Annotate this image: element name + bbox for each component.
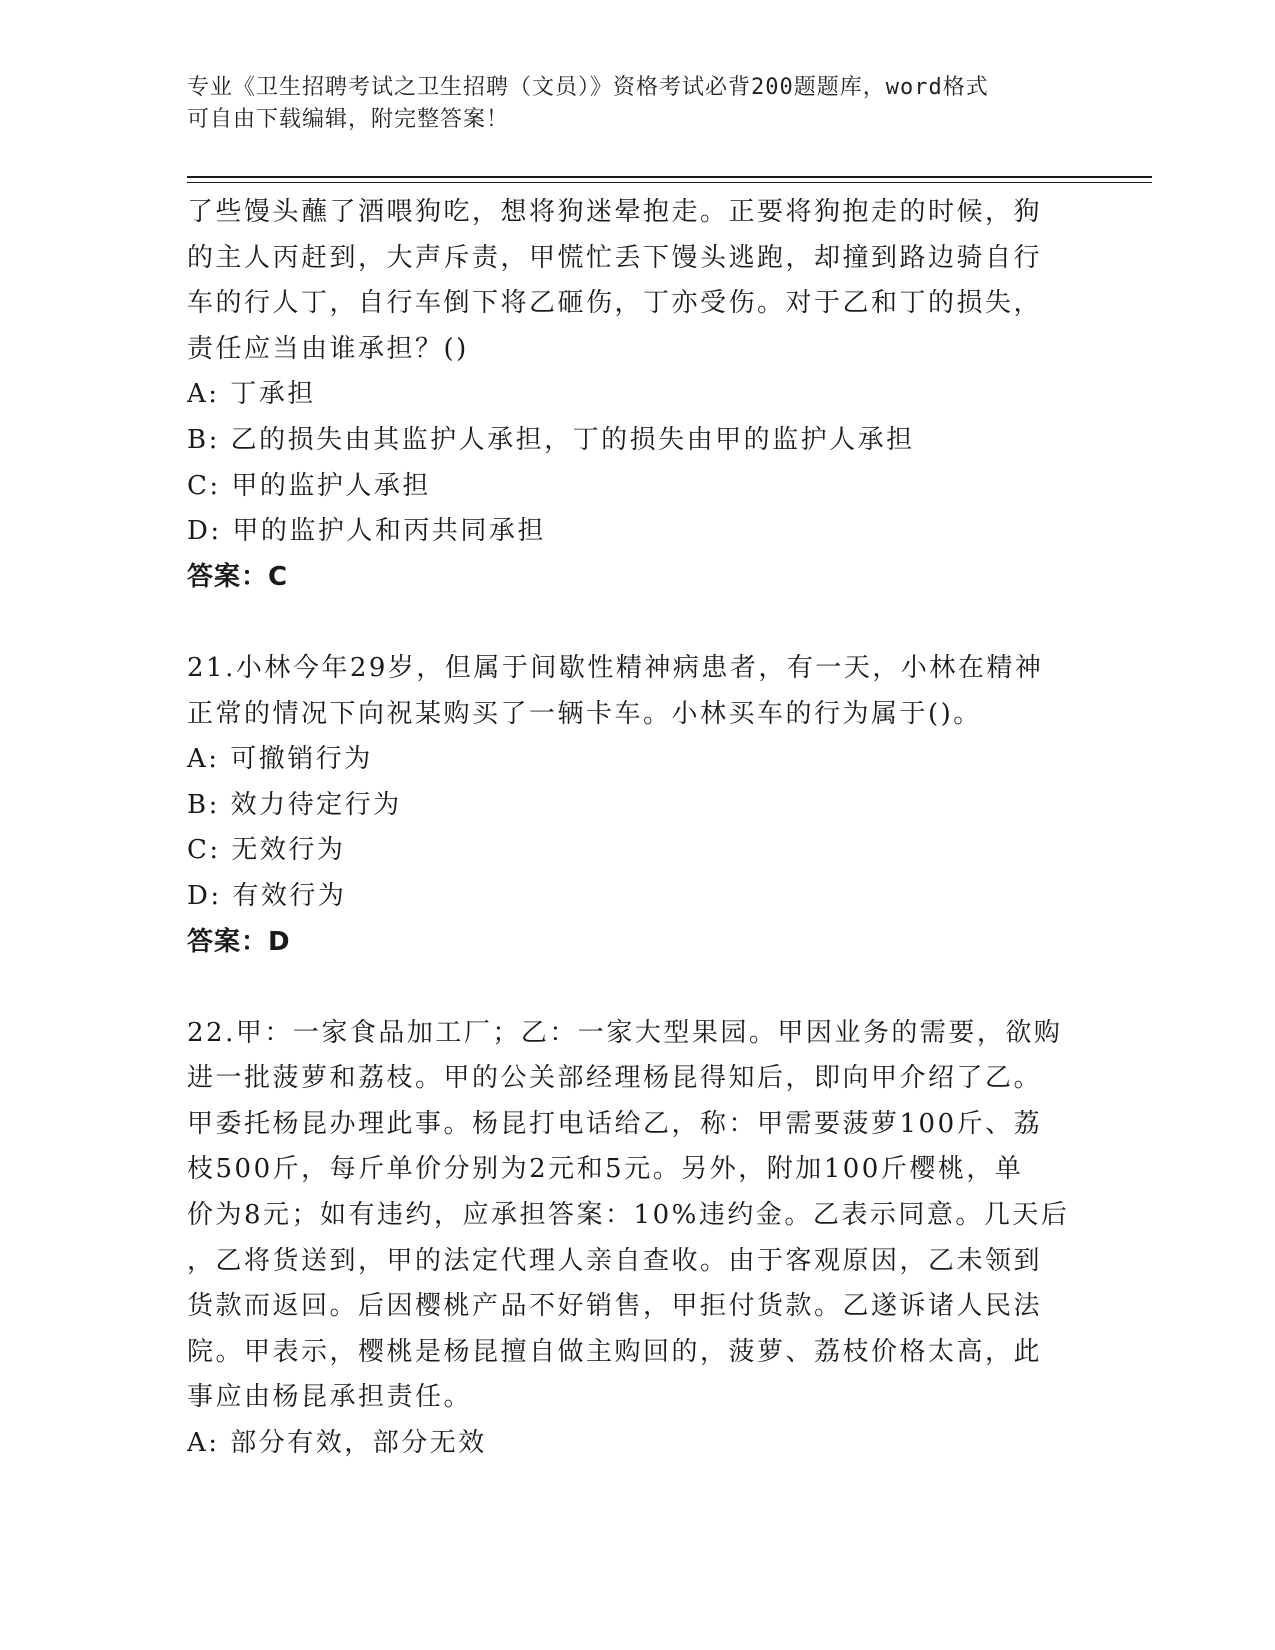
question-21 [187,646,1087,965]
question-text-line: 责任应当由谁承担？() [187,333,469,364]
option-a: A: 可撤销行为 [187,744,373,775]
question-text-line: 21.小林今年29岁，但属于间歇性精神病患者，有一天，小林在精神 [187,652,1044,683]
question-text-line: 枝500斤，每斤单价分别为2元和5元。另外，附加100斤樱桃，单 [187,1154,1024,1185]
question-text-line: 甲委托杨昆办理此事。杨昆打电话给乙，称：甲需要菠萝100斤、荔 [187,1108,1043,1139]
answer: 答案：C [187,561,289,592]
question-22 [187,1011,1087,1467]
question-text-line: 正常的情况下向祝某购买了一辆卡车。小林买车的行为属于()。 [187,698,982,729]
option-b: B: 乙的损失由其监护人承担，丁的损失由甲的监护人承担 [187,424,915,455]
option-a: A: 丁承担 [187,379,316,410]
header-line-1: 专业《卫生招聘考试之卫生招聘（文员）》资格考试必背200题题库，word格式 [187,75,989,100]
header-divider-thick [187,176,1152,178]
question-text-line: 进一批菠萝和荔枝。甲的公关部经理杨昆得知后，即向甲介绍了乙。 [187,1063,1043,1094]
header-line-2: 可自由下载编辑，附完整答案！ [187,107,510,132]
option-c: C: 甲的监护人承担 [187,470,431,501]
question-text-line: 了些馒头蘸了酒喂狗吃，想将狗迷晕抱走。正要将狗抱走的时候，狗 [187,197,1043,227]
document-header [187,72,1087,136]
question-text-line: 事应由杨昆承担责任。 [187,1382,473,1413]
question-text-line: 的主人丙赶到，大声斥责，甲慌忙丢下馒头逃跑，却撞到路边骑自行 [187,242,1043,273]
question-20 [187,190,1087,600]
option-d: D: 甲的监护人和丙共同承担 [187,516,546,547]
header-divider-thin [187,182,1152,183]
question-text-line: 22.甲：一家食品加工厂；乙：一家大型果园。甲因业务的需要，欲购 [187,1017,1063,1048]
option-d: D: 有效行为 [187,880,347,911]
option-b: B: 效力待定行为 [187,789,402,820]
option-a: A: 部分有效，部分无效 [187,1428,487,1459]
answer: 答案：D [187,926,291,957]
question-text-line: ，乙将货送到，甲的法定代理人亲自查收。由于客观原因，乙未领到 [187,1245,1043,1276]
question-content [187,190,1087,1467]
option-c: C: 无效行为 [187,835,346,866]
question-text-line: 价为8元；如有违约，应承担答案：10%违约金。乙表示同意。几天后 [187,1200,1070,1231]
question-text-line: 货款而返回。后因樱桃产品不好销售，甲拒付货款。乙遂诉诸人民法 [187,1291,1043,1322]
question-text-line: 车的行人丁，自行车倒下将乙砸伤，丁亦受伤。对于乙和丁的损失， [187,288,1043,319]
question-text-line: 院。甲表示，樱桃是杨昆擅自做主购回的，菠萝、荔枝价格太高，此 [187,1336,1043,1367]
spacer [187,965,1087,1011]
spacer [187,600,1087,646]
